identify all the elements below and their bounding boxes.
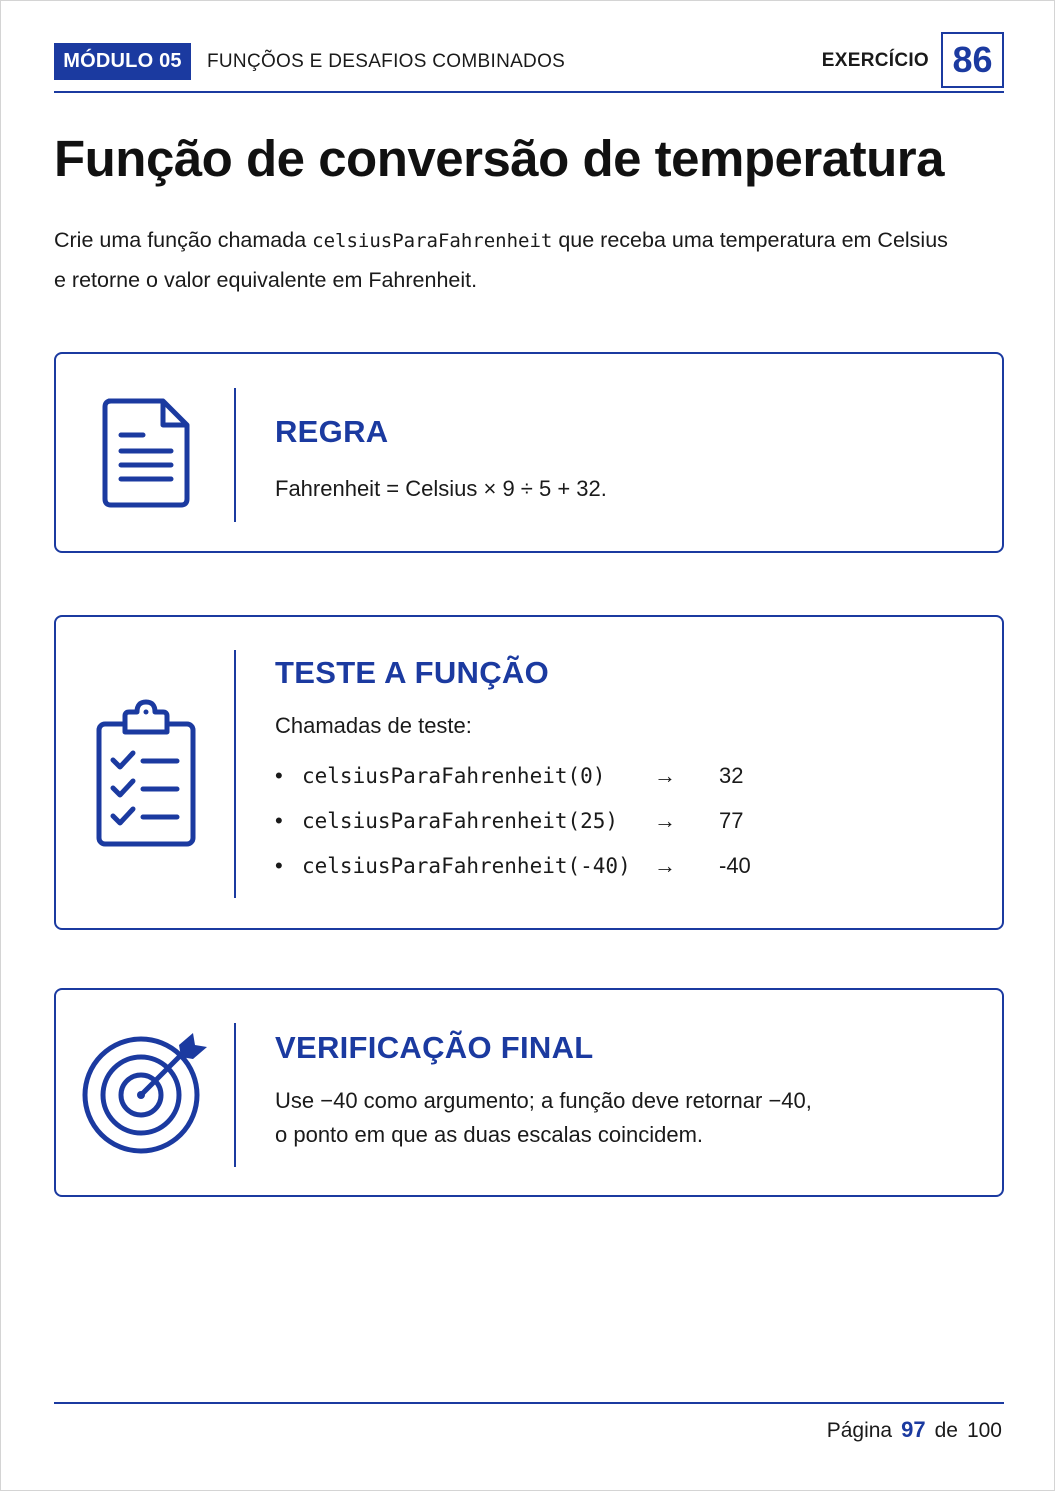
total-pages: 100 bbox=[966, 1419, 1002, 1442]
exercise-number: 86 bbox=[941, 32, 1004, 88]
test-card bbox=[54, 615, 1004, 930]
test-call: celsiusParaFahrenheit(-40) bbox=[302, 853, 631, 878]
of-label: de bbox=[934, 1419, 958, 1442]
arrow-icon: → bbox=[654, 852, 676, 878]
arrow-icon: → bbox=[654, 762, 676, 788]
test-row bbox=[275, 843, 982, 888]
final-text-line1: Use −40 como argumento; a função deve retornar −40, bbox=[275, 1088, 812, 1113]
rule-divider bbox=[234, 388, 236, 522]
test-call: celsiusParaFahrenheit(25) bbox=[302, 808, 619, 833]
document-icon bbox=[101, 397, 191, 509]
intro-function-name: celsiusParaFahrenheit bbox=[312, 230, 553, 252]
target-arrow-icon bbox=[81, 1031, 211, 1155]
rule-heading: REGRA bbox=[275, 414, 389, 449]
intro-text-line2: e retorne o valor equivalente em Fahrenheit. bbox=[54, 268, 478, 292]
final-heading: VERIFICAÇÃO FINAL bbox=[275, 1030, 594, 1065]
page-footer bbox=[827, 1417, 1002, 1443]
intro-paragraph bbox=[54, 221, 974, 300]
final-icon-wrap bbox=[56, 990, 236, 1195]
test-list bbox=[275, 753, 982, 888]
test-result: 32 bbox=[719, 762, 744, 788]
final-text-line2: o ponto em que as duas escalas coincidem. bbox=[275, 1122, 704, 1147]
test-content bbox=[275, 655, 982, 888]
module-badge: MÓDULO 05 bbox=[54, 43, 191, 80]
test-row bbox=[275, 753, 982, 798]
test-intro: Chamadas de teste: bbox=[275, 713, 472, 738]
intro-text-after: que receba uma temperatura em Celsius bbox=[552, 228, 948, 252]
final-divider bbox=[234, 1023, 236, 1167]
page-header bbox=[54, 31, 1004, 93]
rule-formula: Fahrenheit = Celsius × 9 ÷ 5 + 32. bbox=[275, 476, 607, 501]
test-heading: TESTE A FUNÇÃO bbox=[275, 655, 550, 690]
footer-divider bbox=[54, 1402, 1004, 1404]
final-check-card bbox=[54, 988, 1004, 1197]
bullet: • bbox=[275, 762, 283, 788]
test-call: celsiusParaFahrenheit(0) bbox=[302, 763, 606, 788]
test-result: -40 bbox=[719, 852, 751, 878]
final-content bbox=[275, 1030, 982, 1152]
exercise-label: EXERCÍCIO bbox=[821, 50, 929, 71]
page-label: Página bbox=[826, 1419, 893, 1442]
clipboard-checklist-icon bbox=[95, 698, 197, 848]
rule-card bbox=[54, 352, 1004, 553]
bullet: • bbox=[275, 807, 283, 833]
test-divider bbox=[234, 650, 236, 898]
current-page-number: 97 bbox=[901, 1417, 926, 1442]
bullet: • bbox=[275, 852, 283, 878]
rule-icon-wrap bbox=[56, 354, 236, 551]
arrow-icon: → bbox=[654, 807, 676, 833]
test-row bbox=[275, 798, 982, 843]
page-title: Função de conversão de temperatura bbox=[54, 130, 944, 187]
test-icon-wrap bbox=[56, 617, 236, 928]
test-result: 77 bbox=[719, 807, 744, 833]
intro-text-before: Crie uma função chamada bbox=[54, 228, 313, 252]
module-subtitle: FUNÇÕOS E DESAFIOS COMBINADOS bbox=[207, 51, 566, 72]
rule-content bbox=[275, 414, 982, 506]
